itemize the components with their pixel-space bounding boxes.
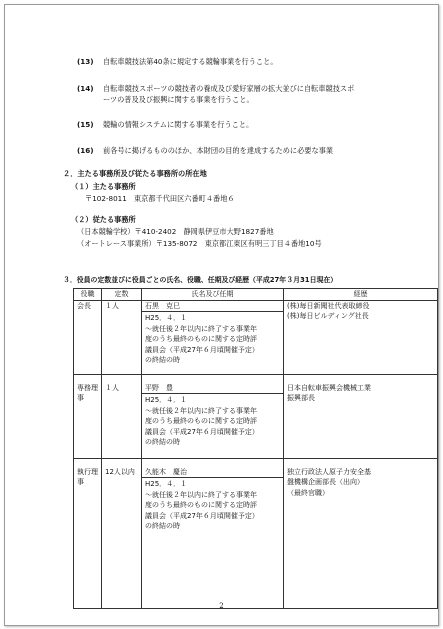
column-header-history: 経歴 <box>284 289 438 301</box>
name-term-cell <box>142 300 284 374</box>
table-row <box>74 300 438 374</box>
history-line: 盤機構企画部長（出向） <box>287 478 364 486</box>
item-number: (15) <box>77 120 94 129</box>
quota-cell: １人 <box>102 374 142 458</box>
term-line: H25．４．１ <box>145 396 188 404</box>
term-line: 議員会（平成27年６月頃開催予定） <box>145 511 259 520</box>
quota-cell: 12人以内 <box>102 458 142 608</box>
term-line: ～就任後２年以内に終了する事業年 <box>145 406 257 415</box>
officer-name: 石黒 克巳 <box>145 301 180 310</box>
column-header-quota: 定数 <box>102 289 142 301</box>
sub-office-line-1: （日本競輪学校）〒410-2402 静岡県伊豆市大野1827番地 <box>77 227 274 236</box>
term-line: の終結の時 <box>145 356 180 364</box>
term-line: 議員会（平成27年６月頃開催予定） <box>145 345 259 354</box>
item-number: (13) <box>77 57 94 66</box>
history-line: 日本自転車振興会機械工業 <box>287 383 371 392</box>
history-line: 振興部長 <box>287 394 315 402</box>
history-cell <box>284 300 438 374</box>
term-block <box>142 311 283 366</box>
section-2-heading: ２．主たる事務所及び従たる事務所の所在地 <box>63 169 207 178</box>
item-text: 自転車競技法第40条に規定する競輪事業を行うこと。 <box>103 57 278 66</box>
history-line: （最終官職） <box>287 488 329 497</box>
history-line: (株)毎日ビルディング社長 <box>287 312 369 320</box>
item-15 <box>77 120 253 130</box>
item-text: 競輪の情報システムに関する事業を行うこと。 <box>103 120 254 129</box>
term-line: 議員会（平成27年６月頃開催予定） <box>145 427 259 436</box>
officer-name: 久能木 慶治 <box>145 467 187 476</box>
history-line: 独立行政法人原子力安全基 <box>287 467 371 476</box>
name-term-cell <box>142 374 284 458</box>
officers-table <box>73 288 438 609</box>
term-line: の終結の時 <box>145 522 180 530</box>
term-line: H25．４．１ <box>145 480 188 488</box>
officer-name: 平野 豊 <box>145 383 173 392</box>
item-number: (14) <box>77 84 94 93</box>
term-line: 度のうち最終のものに関する定時評 <box>145 501 257 509</box>
history-cell <box>284 374 438 458</box>
item-14-continuation: ーツの普及及び振興に関する事業を行うこと。 <box>103 95 254 104</box>
term-line: ～就任後２年以内に終了する事業年 <box>145 324 257 333</box>
item-text: 前各号に掲げるもののほか、本財団の目的を達成するために必要な事業 <box>103 146 334 155</box>
sub-office-line-2: （オートレース事業所）〒135-8072 東京都江東区有明三丁目４番地10号 <box>77 239 322 248</box>
item-16 <box>77 146 333 156</box>
section-3-heading: ３．役員の定数並びに役員ごとの氏名、役職、任期及び経歴（平成27年３月31日現在） <box>63 276 338 284</box>
quota-cell: １人 <box>102 300 142 374</box>
history-line: (株)毎日新聞社代表取締役 <box>287 301 370 310</box>
term-block <box>142 477 283 532</box>
page-number: 2 <box>219 602 224 610</box>
column-header-name-term: 氏名及び任期 <box>142 289 284 301</box>
term-line: ～就任後２年以内に終了する事業年 <box>145 490 257 499</box>
table-row <box>74 374 438 458</box>
term-block <box>142 393 283 448</box>
item-14 <box>77 84 354 94</box>
term-line: 度のうち最終のものに関する定時評 <box>145 335 257 343</box>
sub-office-heading: （２）従たる事務所 <box>71 215 136 224</box>
table-row <box>74 458 438 608</box>
main-office-address: 〒102-8011 東京都千代田区六番町４番地６ <box>85 194 235 203</box>
item-13 <box>77 57 277 67</box>
name-term-cell <box>142 458 284 608</box>
item-text: 自転車競技スポーツの競技者の養成及び愛好家層の拡大並びに自転車競技スポ <box>103 84 355 93</box>
document-page <box>4 4 439 626</box>
table-header-row <box>74 289 438 301</box>
item-number: (16) <box>77 146 94 155</box>
term-line: の終結の時 <box>145 438 180 446</box>
role-cell: 執行理事 <box>74 458 102 608</box>
role-cell: 会長 <box>74 300 102 374</box>
term-line: H25．４．１ <box>145 314 188 322</box>
role-cell: 専務理事 <box>74 374 102 458</box>
history-cell <box>284 458 438 608</box>
term-line: 度のうち最終のものに関する定時評 <box>145 417 257 425</box>
column-header-role: 役職 <box>74 289 102 301</box>
main-office-heading: （１）主たる事務所 <box>71 182 136 191</box>
